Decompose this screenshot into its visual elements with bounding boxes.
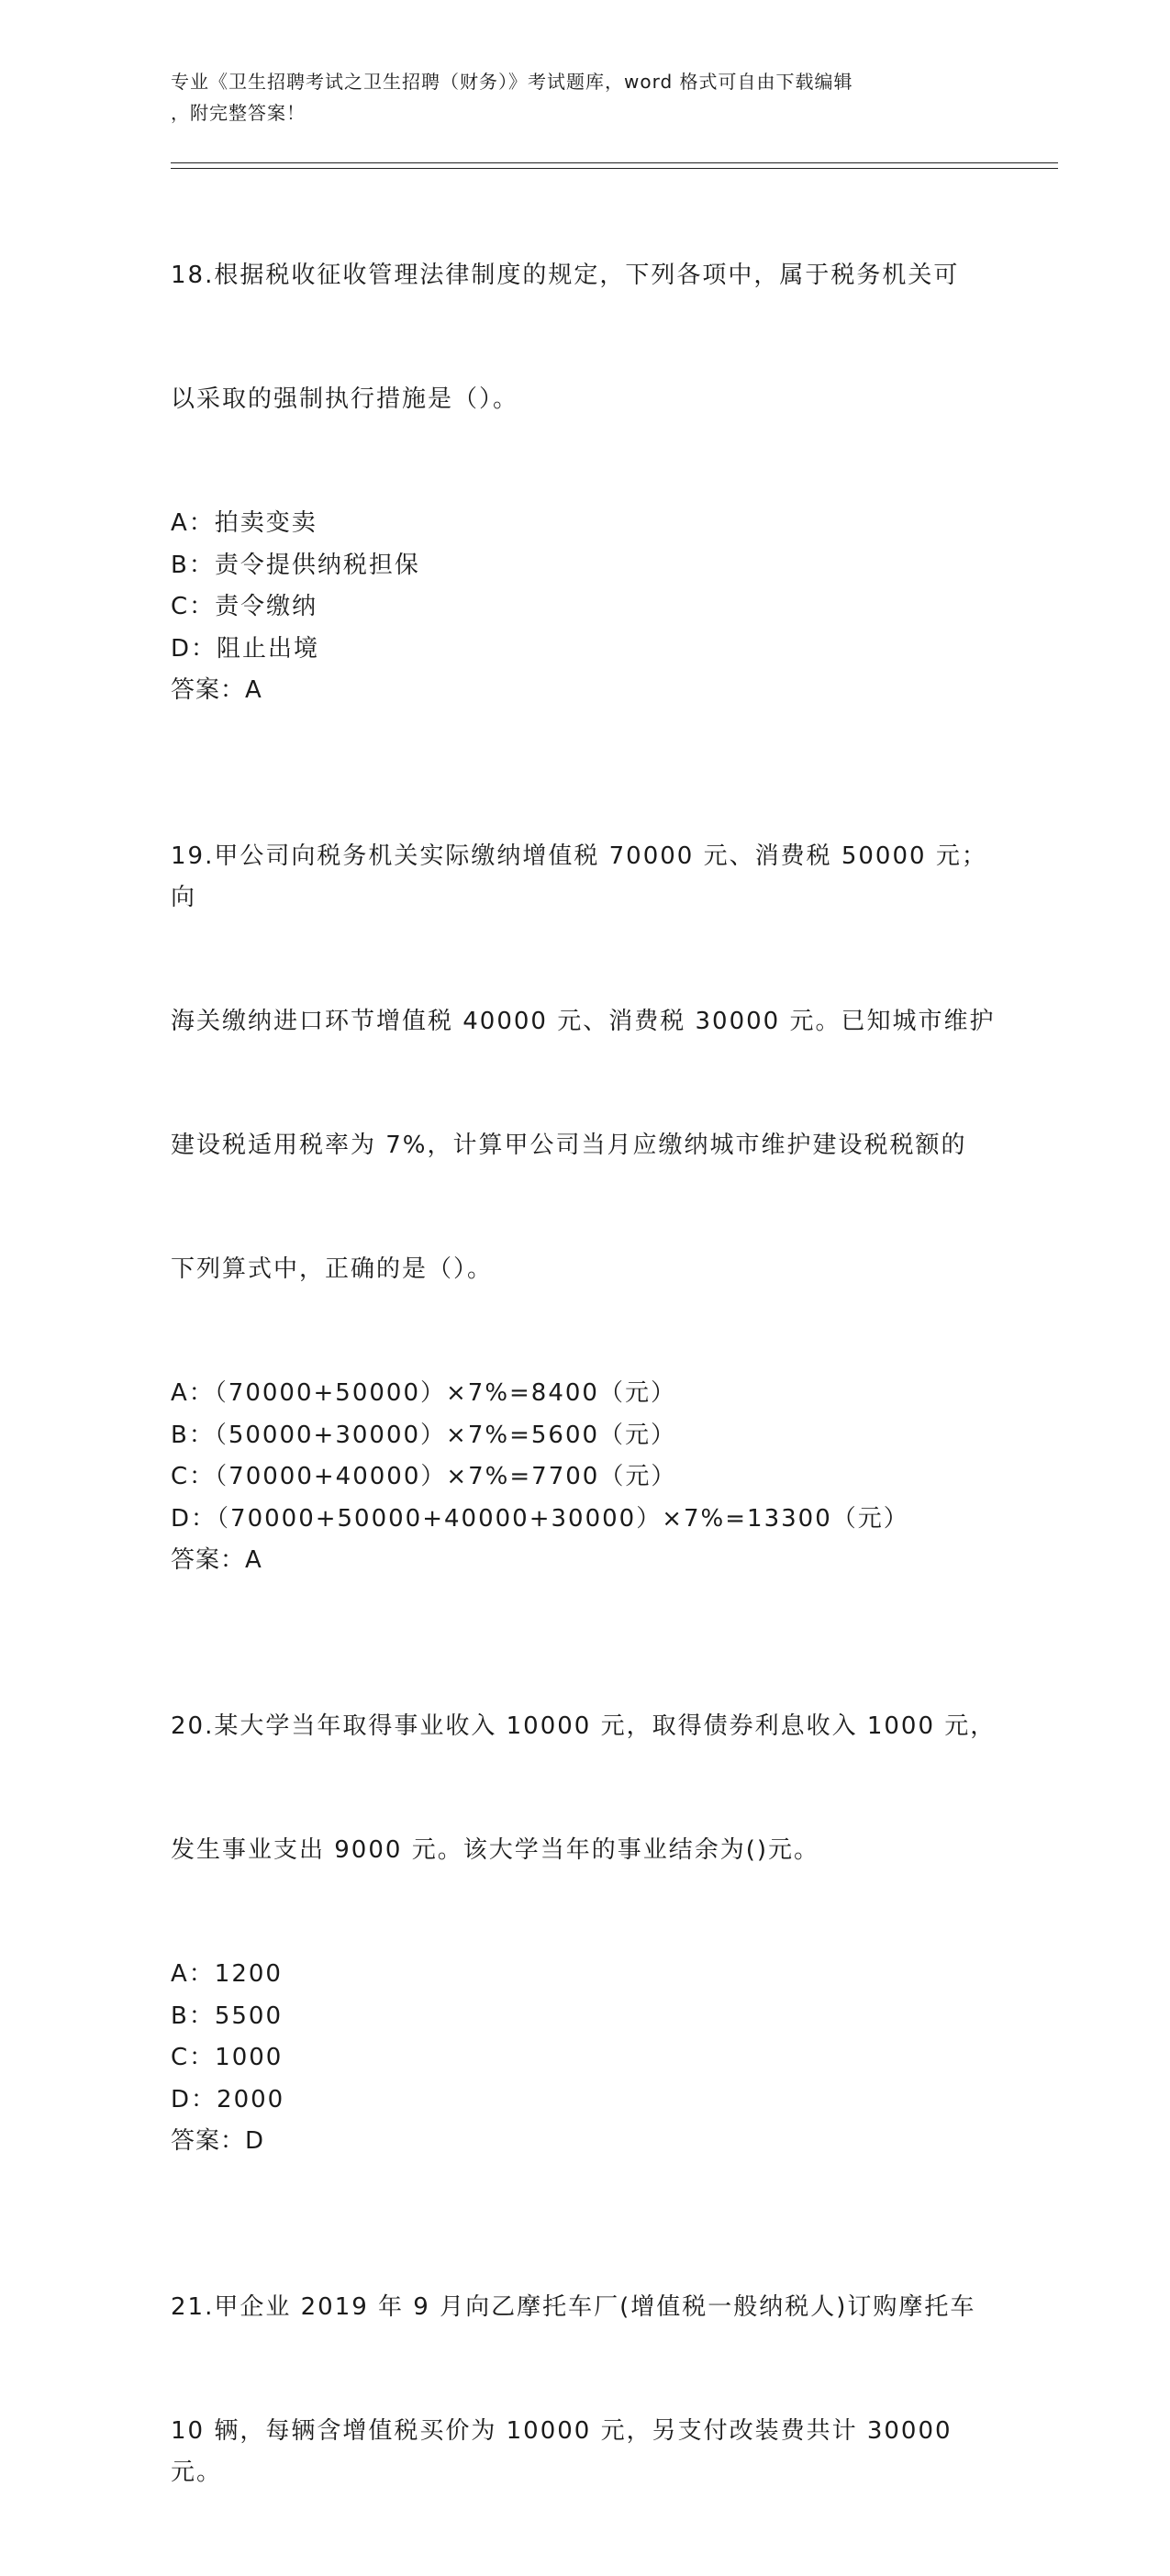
option-c: C：（70000+40000）×7%=7700（元）	[171, 1463, 677, 1490]
question-spacer	[171, 711, 997, 753]
question-text	[171, 753, 997, 1373]
header-line-2: ，附完整答案！	[171, 102, 306, 124]
question-line: 10 辆，每辆含增值税买价为 10000 元，另支付改装费共计 30000 元。	[171, 2417, 962, 2486]
question-20	[171, 1623, 997, 2162]
question-line: 海关缴纳进口环节增值税 40000 元、消费税 30000 元。已知城市维护	[171, 1008, 996, 1035]
header-line-1: 专业《卫生招聘考试之卫生招聘（财务）》考试题库，word 格式可自由下载编辑	[171, 71, 853, 93]
question-text	[171, 1623, 997, 1954]
option-a: A：1200	[171, 1960, 283, 1988]
option-b: B：责令提供纳税担保	[171, 551, 420, 579]
option-b: B：（50000+30000）×7%=5600（元）	[171, 1421, 677, 1449]
answer-line: 答案：A	[171, 1546, 262, 1574]
option-d: D：（70000+50000+40000+30000）×7%=13300（元）	[171, 1504, 909, 1533]
question-text	[171, 2204, 997, 2576]
question-line: 19.甲公司向税务机关实际缴纳增值税 70000 元、消费税 50000 元；向	[171, 842, 987, 911]
question-19	[171, 753, 997, 1581]
option-d: D：2000	[171, 2085, 285, 2113]
question-18	[171, 173, 997, 711]
question-line: 20.某大学当年取得事业收入 10000 元，取得债券利息收入 1000 元，	[171, 1712, 997, 1740]
question-line: 21.甲企业 2019 年 9 月向乙摩托车厂(增值税一般纳税人)订购摩托车	[171, 2293, 976, 2321]
option-a: A：拍卖变卖	[171, 509, 318, 537]
header-divider-top	[171, 162, 1058, 163]
question-line: 建设税适用税率为 7%，计算甲公司当月应缴纳城市维护建设税税额的	[171, 1132, 967, 1159]
question-line: 以采取的强制执行措施是（）。	[171, 385, 519, 413]
question-spacer	[171, 2162, 997, 2204]
question-text	[171, 173, 997, 503]
question-line: 下列算式中，正确的是（）。	[171, 1255, 494, 1283]
option-a: A：（70000+50000）×7%=8400（元）	[171, 1379, 676, 1407]
answer-line: 答案：D	[171, 2127, 265, 2155]
option-c: C：1000	[171, 2044, 284, 2071]
option-b: B：5500	[171, 2002, 284, 2030]
header-divider-bottom	[171, 168, 1058, 169]
question-line: 18.根据税收征收管理法律制度的规定，下列各项中，属于税务机关可	[171, 262, 960, 289]
question-spacer	[171, 1581, 997, 1623]
answer-line: 答案：A	[171, 676, 262, 704]
option-c: C：责令缴纳	[171, 593, 318, 620]
question-line: 发生事业支出 9000 元。该大学当年的事业结余为()元。	[171, 1836, 819, 1864]
question-21	[171, 2204, 997, 2576]
question-list	[171, 173, 997, 2576]
option-d: D：阻止出境	[171, 634, 320, 663]
document-header	[171, 66, 997, 128]
